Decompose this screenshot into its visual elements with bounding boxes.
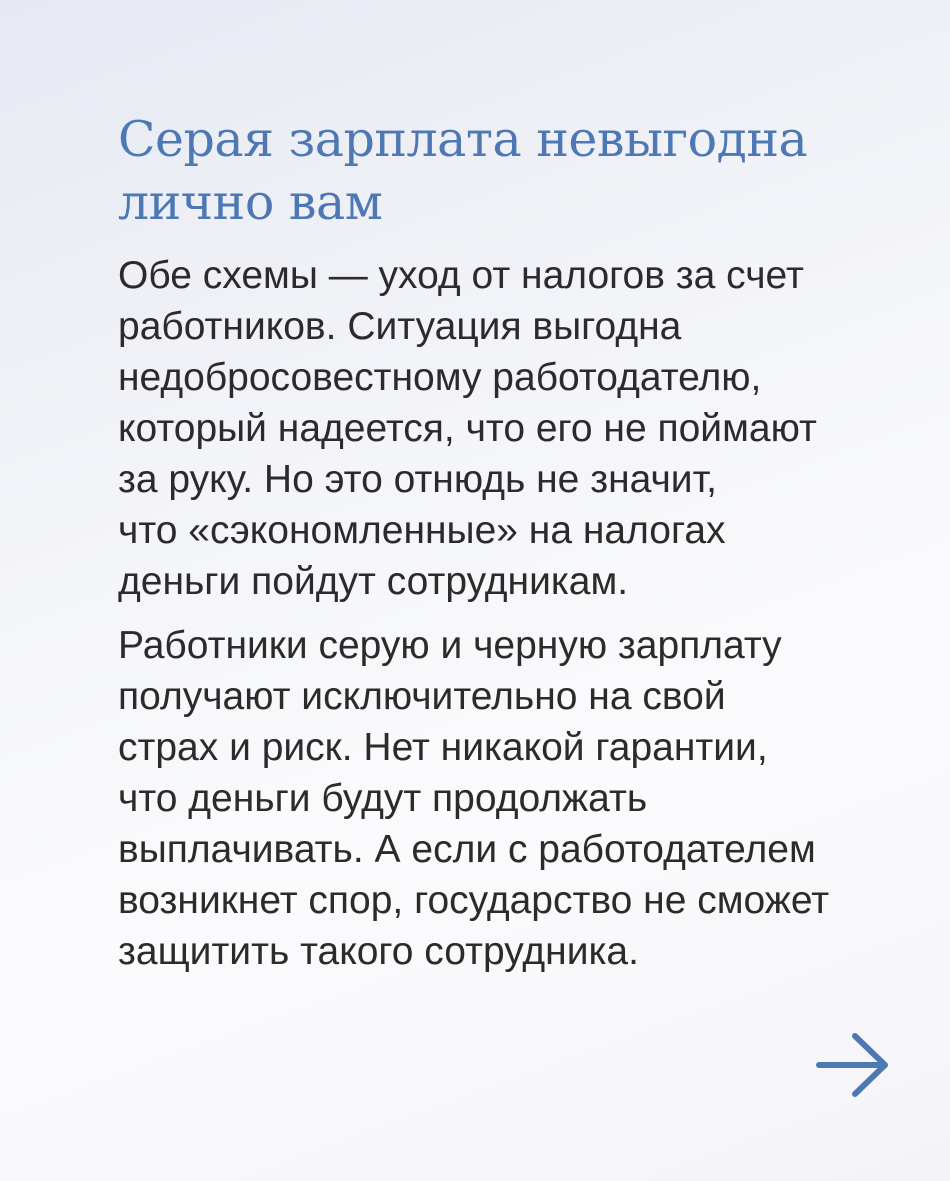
next-slide-button[interactable] xyxy=(815,1030,891,1100)
paragraph-2: Работники серую и черную зарплату получают исключительно на свой страх и риск. Нет никакой гарантии, что деньги будут продолжать выплачивать. А если с работодателем возникнет спор, государство не сможет защитить такого сотрудника. xyxy=(118,624,830,973)
paragraph-1: Обе схемы — уход от налогов за счет работников. Ситуация выгодна недобросовестному работодателю, который надеется, что его не поймают за руку. Но это отнюдь не значит, что «сэкономленные» на налогах деньги пойдут сотрудникам. xyxy=(118,254,817,603)
arrow-right-icon xyxy=(815,1030,891,1100)
slide-title: Серая зарплата невыгодна лично вам xyxy=(118,111,808,231)
